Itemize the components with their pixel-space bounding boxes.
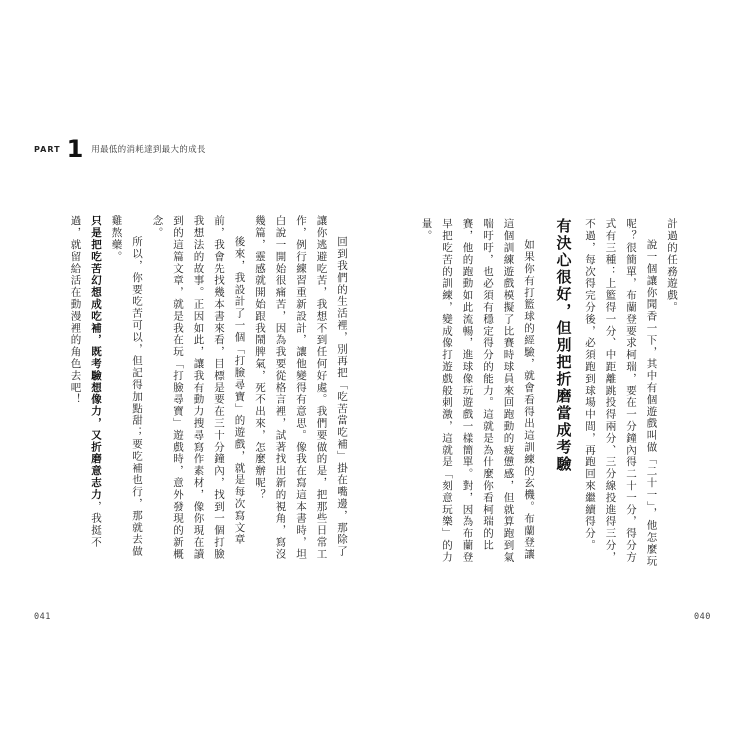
right-paragraph-training: 如果你有打籃球的經驗，就會看得出這訓練的玄機。布蘭登讓這個訓練遊戲模擬了比賽時球員來回跑動的疲憊感，但就算跑到氣喘吁吁，也必須有穩定得分的能力。這就是為什麼你看柯瑞的比賽，他的跑動如此流暢，進球像玩遊戲一樣簡單。對，因為布蘭登早把吃苦的訓練，變成像打遊戲般刺激，這就是「刻意玩樂」的力量。: [420, 218, 535, 564]
right-paragraph-rules: 說一個讓你聞香一下，其中有個遊戲叫做「二十一」，他怎麼玩呢？很簡單，布蘭登要求柯瑞，要在一分鐘內得二十一分，得分方式有三種：上籃得一分、中距離跳投得兩分、三分線投進得三分，不過，每次得完分後，必須跑到球場中間，再跑回來繼續得分。: [584, 218, 658, 567]
left-paragraph-conclusion: [65, 215, 106, 567]
left-paragraph-life: 回到我們的生活裡，別再把「吃苦當吃補」掛在嘴邊，那除了讓你逃避吃苦，我想不到任何好處。我們要做的是，把那些日常工作，例行練習重新設計，讓他變得有意思。像我在寫這本書時，坦白說一開始很痛苦，因為我要從格言裡，試著找出新的視角，寫沒幾篇，靈感就開始跟我鬧脾氣，死不出來，怎麼辦呢？: [254, 215, 348, 561]
part-label: PART: [34, 144, 61, 154]
left-paragraph-sweet: 所以，你要吃苦可以，但記得加點甜；要吃補也行，那就去做雞熬藥。: [110, 215, 143, 558]
conclusion-tail: ，我挺不過，就留給活在動漫裡的角色去吧！: [69, 215, 102, 549]
right-page-text: [402, 218, 682, 570]
page-number-right: 040: [694, 612, 711, 622]
part-title: 用最低的消耗達到最大的成長: [91, 145, 206, 155]
left-paragraph-game: 後來，我設計了一個「打臉尋寶」的遊戲，就是每次寫文章前，我會先找幾本書來看，目標是要在三十分鐘內，找到一個打臉我想法的故事。正因如此，讓我有動力搜尋寫作素材，像你現在讀到的這篇文章，就是我在玩「打臉尋寶」遊戲時，意外發現的新概念。: [151, 215, 246, 561]
left-page-text: [69, 215, 352, 567]
right-opening-paragraph: 計過的任務遊戲。: [666, 218, 678, 314]
emphasis-text: 只是把吃苦幻想成吃補，既考驗想像力，又折磨意志力: [90, 215, 102, 501]
section-heading: 有決心很好，但別把折磨當成考驗: [554, 218, 573, 473]
page-number-left: 041: [34, 612, 51, 622]
part-number: 1: [66, 135, 84, 163]
running-head: [34, 136, 206, 162]
